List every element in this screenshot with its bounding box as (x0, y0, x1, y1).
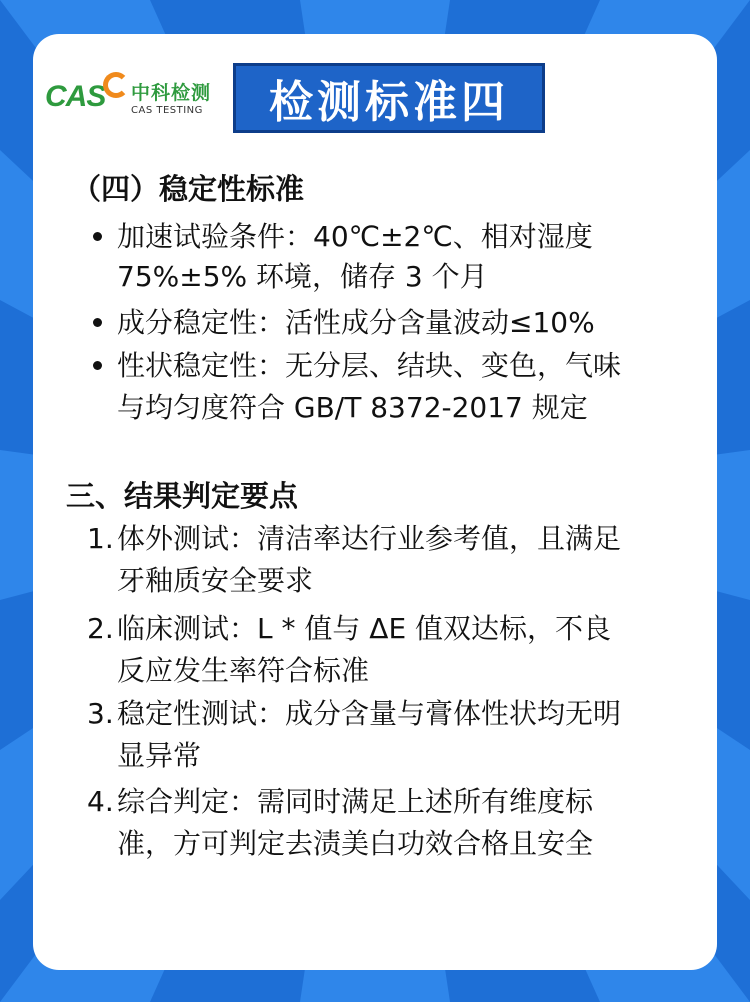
logo-name-en: CAS TESTING (131, 105, 203, 116)
judgement-item-text: 反应发生率符合标准 (117, 654, 370, 687)
stability-item-text: 75%±5% 环境，储存 3 个月 (117, 260, 488, 293)
section-heading-judgement: 三、结果判定要点 (66, 479, 299, 513)
stability-item-text: 成分稳定性：活性成分含量波动≤10% (117, 306, 595, 339)
logo-name-cn: 中科检测 (131, 82, 212, 104)
bullet (93, 318, 102, 327)
judgement-item-text: 稳定性测试：成分含量与膏体性状均无明 (117, 697, 622, 730)
judgement-item-text: 临床测试：L * 值与 ΔE 值双达标，不良 (117, 612, 612, 645)
judgement-item-number: 3. (87, 697, 114, 730)
judgement-item-text: 综合判定：需同时满足上述所有维度标 (117, 785, 594, 818)
bullet (93, 361, 102, 370)
judgement-item-number: 1. (87, 522, 114, 555)
stability-item-text: 与均匀度符合 GB/T 8372-2017 规定 (117, 391, 588, 424)
judgement-item-number: 4. (87, 785, 114, 818)
bullet (93, 232, 102, 241)
judgement-item-text: 准，方可判定去渍美白功效合格且安全 (117, 827, 594, 860)
section-heading-stability: （四）稳定性标准 (72, 172, 305, 206)
judgement-item-text: 显异常 (117, 739, 202, 772)
judgement-item-number: 2. (87, 612, 114, 645)
judgement-item-text: 牙釉质安全要求 (117, 564, 314, 597)
stability-item-text: 性状稳定性：无分层、结块、变色，气味 (117, 349, 622, 382)
judgement-item-text: 体外测试：清洁率达行业参考值，且满足 (117, 522, 622, 555)
logo-mark: CAS (45, 80, 106, 113)
stability-item-text: 加速试验条件：40℃±2℃、相对湿度 (117, 220, 593, 253)
page-title: 检测标准四 (269, 77, 509, 128)
